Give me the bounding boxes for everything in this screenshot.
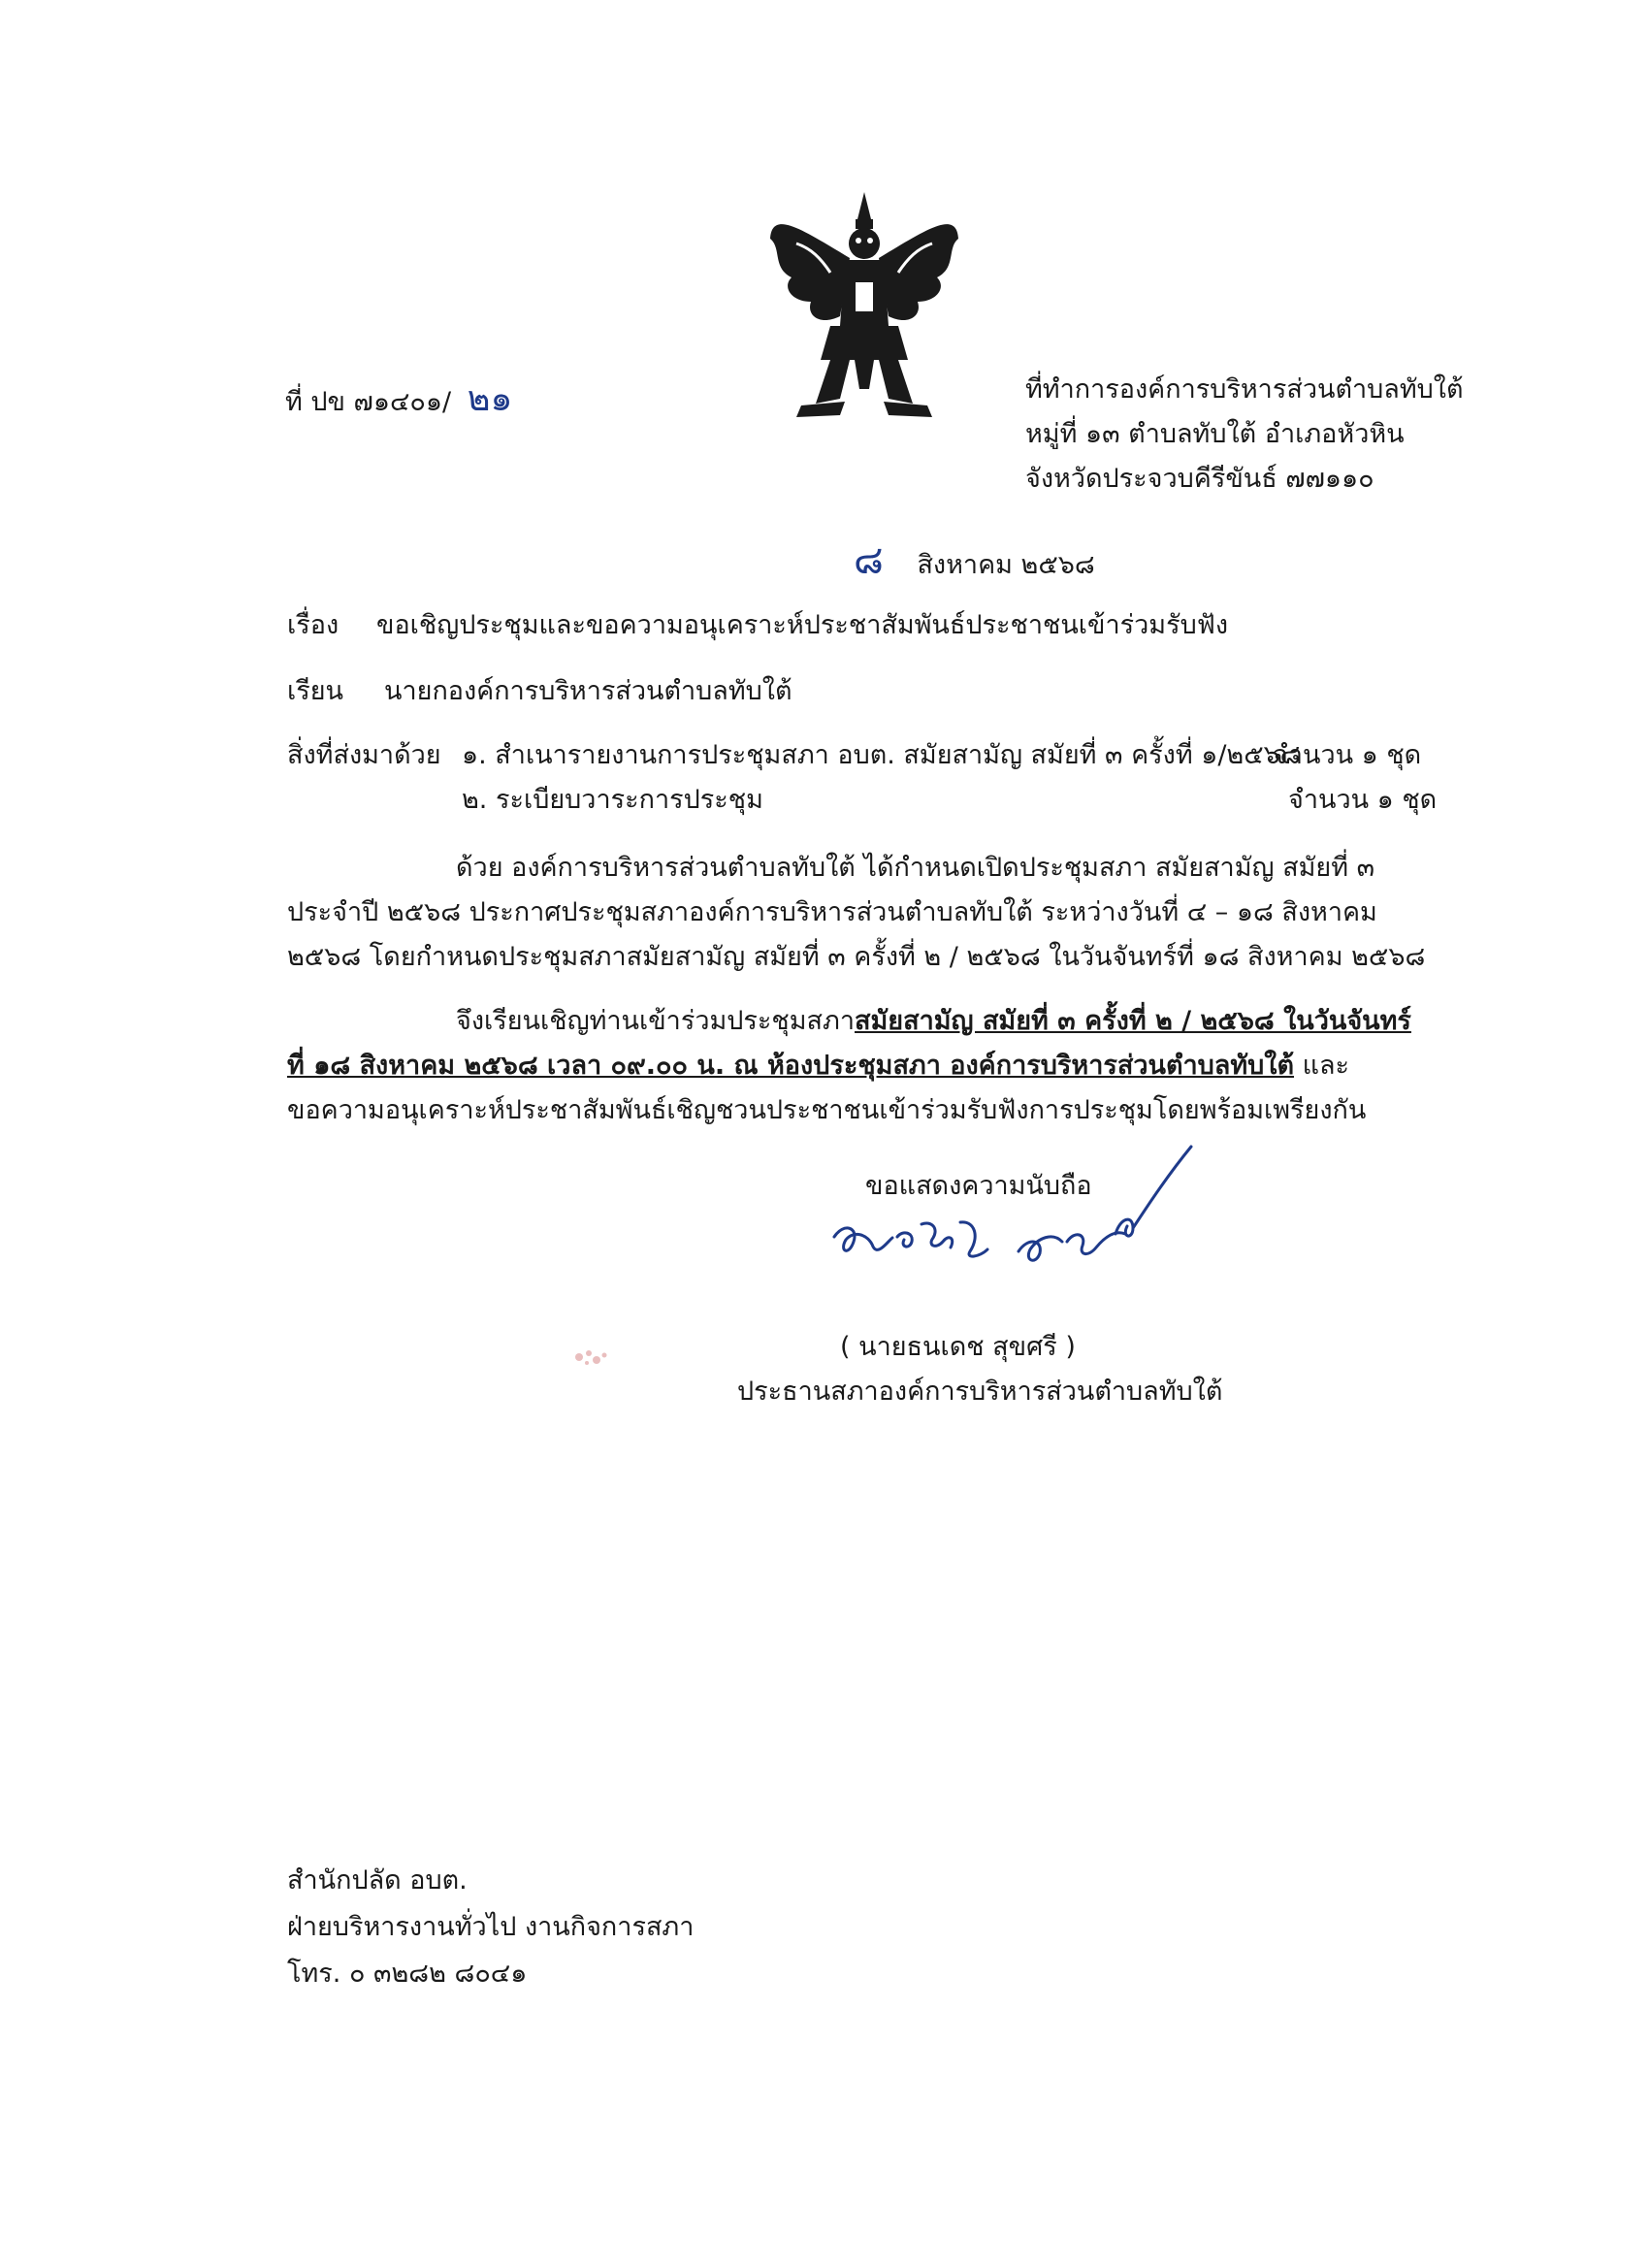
signatory-position: ประธานสภาองค์การบริหารส่วนตำบลทับใต้ <box>737 1377 1223 1407</box>
reference-number <box>285 371 512 426</box>
body-para2-invite-text: จึงเรียนเชิญท่านเข้าร่วมประชุมสภา <box>456 1006 855 1036</box>
enclosure-item-1: ๑. สำเนารายงานการประชุมสภา อบต. สมัยสามัญ สมัยที่ ๓ ครั้งที่ ๑/๒๕๖๘ <box>462 740 1301 770</box>
garuda-emblem-icon <box>762 190 966 423</box>
enclosure-item-1-qty: จำนวน ๑ ชุด <box>1273 740 1422 770</box>
address-line-1: ที่ทำการองค์การบริหารส่วนตำบลทับใต้ <box>1025 374 1464 405</box>
body-para1-line1: ด้วย องค์การบริหารส่วนตำบลทับใต้ ได้กำหนดเปิดประชุมสภา สมัยสามัญ สมัยที่ ๓ <box>456 853 1375 883</box>
stamp-smudge <box>567 1344 616 1373</box>
enclosure-item-2-qty: จำนวน ๑ ชุด <box>1288 785 1438 815</box>
signature-icon <box>824 1145 1212 1319</box>
letter-date <box>854 529 1095 591</box>
reference-number-handwritten: ๒๑ <box>467 379 513 419</box>
body-para2-line2 <box>287 1044 1349 1085</box>
closing-salutation: ขอแสดงความนับถือ <box>865 1171 1092 1201</box>
recipient-label: เรียน <box>287 676 344 706</box>
footer-office: สำนักปลัด อบต. <box>287 1865 468 1895</box>
address-line-2: หมู่ที่ ๑๓ ตำบลทับใต้ อำเภอหัวหิน <box>1025 419 1405 449</box>
body-para2-line3: ขอความอนุเคราะห์ประชาสัมพันธ์เชิญชวนประชาชนเข้าร่วมรับฟังการประชุมโดยพร้อมเพรียงกัน <box>287 1095 1367 1125</box>
date-day-handwritten: ๘ <box>854 538 884 583</box>
footer-phone: โทร. ๐ ๓๒๘๒ ๘๐๔๑ <box>287 1959 528 1989</box>
enclosures-label: สิ่งที่ส่งมาด้วย <box>287 740 441 770</box>
footer-division: ฝ่ายบริหารงานทั่วไป งานกิจการสภา <box>287 1912 695 1942</box>
subject-label: เรื่อง <box>287 610 340 640</box>
enclosure-item-2: ๒. ระเบียบวาระการประชุม <box>462 785 763 815</box>
reference-prefix: ที่ ปข ๗๑๔๐๑/ <box>285 387 452 417</box>
body-para1-line2: ประจำปี ๒๕๖๘ ประกาศประชุมสภาองค์การบริหารส่วนตำบลทับใต้ ระหว่างวันที่ ๔ – ๑๘ สิงหาคม <box>287 897 1377 927</box>
body-para2-meeting-session: สมัยสามัญ สมัยที่ ๓ ครั้งที่ ๒ / ๒๕๖๘ ในวันจันทร์ <box>855 1006 1411 1036</box>
date-month-year: สิงหาคม ๒๕๖๘ <box>917 550 1095 580</box>
subject-text: ขอเชิญประชุมและขอความอนุเคราะห์ประชาสัมพันธ์ประชาชนเข้าร่วมรับฟัง <box>376 610 1229 640</box>
body-para2-meeting-datetime-place: ที่ ๑๘ สิงหาคม ๒๕๖๘ เวลา ๐๙.๐๐ น. ณ ห้องประชุมสภา องค์การบริหารส่วนตำบลทับใต้ <box>287 1051 1294 1081</box>
recipient-text: นายกองค์การบริหารส่วนตำบลทับใต้ <box>384 676 792 706</box>
body-para1-line3: ๒๕๖๘ โดยกำหนดประชุมสภาสมัยสามัญ สมัยที่ ๓ ครั้งที่ ๒ / ๒๕๖๘ ในวันจันทร์ที่ ๑๘ สิงหาคม ๒๕๖๘ <box>287 942 1426 972</box>
address-line-3: จังหวัดประจวบคีรีขันธ์ ๗๗๑๑๐ <box>1025 464 1374 494</box>
signatory-name: ( นายธนเดช สุขศรี ) <box>840 1332 1076 1362</box>
body-para2-line1 <box>456 999 1411 1041</box>
body-para2-and: และ <box>1293 1051 1350 1081</box>
